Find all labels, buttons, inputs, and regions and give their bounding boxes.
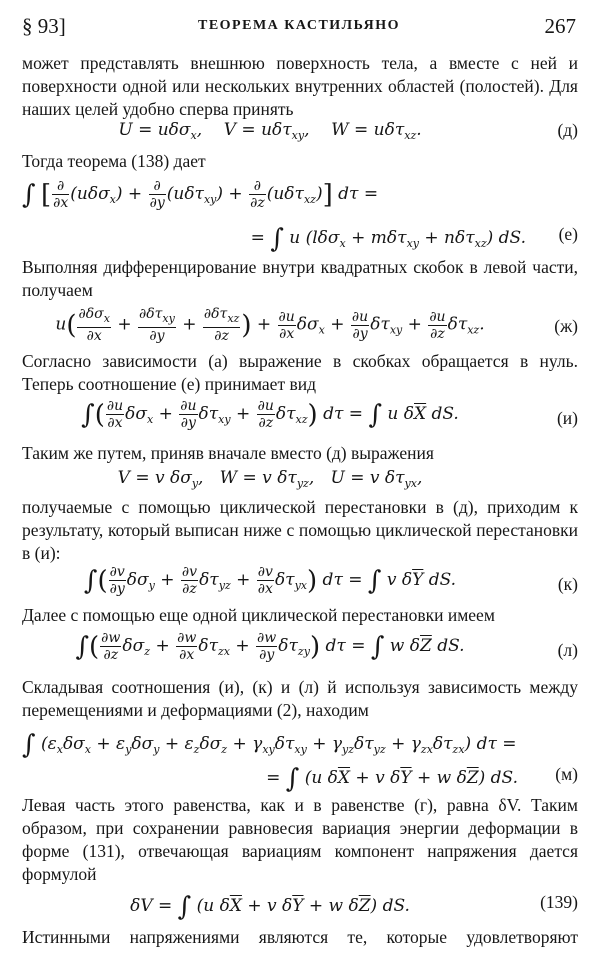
equation-e-left: ∫ [ $\frac{\partial}{\partial x}$ (uδσ$_x$) + $\frac{\partial}{\partial y}$ (uδτ$_{xy}$) + $\frac{\partial}{\partial z}$ (uδτ$_{xz}$)] dτ =: [22, 178, 379, 211]
equation-139-body: δV = ∫ (u $\delta\overline{X} + v$ $\delta\overline{Y} + w$ $\delta\overline{Z}$) dS.: [130, 892, 410, 922]
paragraph-1: может представлять внешнюю поверхность тела, а вместе с ней и поверхности одной или нескольких внутренних областей (полостей). Для наших целей удобно сперва принять: [22, 53, 578, 119]
equation-label-zh: (ж): [554, 316, 578, 336]
equation-label-l: (л): [557, 640, 578, 660]
equation-d-body: U = uδσ$_x$, V = uδτ$_{xy}$, W = uδτ$_{xz}$.: [118, 120, 422, 142]
equation-l-body: ∫( $\frac{\partial w}{\partial z}$ $\delta\sigma_z$ + $\frac{\partial w}{\partial x}$ $\delta\tau_{zx}$ + $\frac{\partial w}{\partial y}$ $\delta\tau_{zy}$) dτ = ∫ w $\delta\overline{Z}$ dS.: [75, 630, 465, 663]
equation-139: [22, 886, 578, 922]
page-header: [22, 14, 576, 44]
paragraph-5: Таким же путем, приняв вначале вместо (д) выражения: [22, 443, 434, 463]
paragraph-7: Далее с помощью еще одной циклической перестановки имеем: [22, 605, 495, 625]
page-number: 267: [544, 14, 576, 38]
equation-label-m: (м): [555, 764, 578, 784]
paragraph-10: Истинными напряжениями являются те, которые удовлетворяют: [22, 927, 578, 947]
paragraph-3: Выполняя дифференцирование внутри квадратных скобок в левой части, получаем: [22, 257, 578, 300]
equation-alt-d-body: V = v $\delta\sigma_y$, W = v $\delta\tau_{yz}$, U = v $\delta\tau_{yx}$,: [117, 468, 423, 490]
equation-e-line-1: [22, 174, 578, 214]
equation-zh: [22, 304, 578, 348]
running-title: ТЕОРЕМА КАСТИЛЬЯНО: [197, 18, 400, 33]
paragraph-6: получаемые с помощью циклической перестановки в (д), приходим к результату, который выписан ниже с помощью циклической перестановки в (и):: [22, 497, 578, 563]
equation-k: [22, 562, 578, 606]
equation-l: [22, 628, 578, 672]
equation-label-d: (д): [557, 120, 578, 140]
equation-m-line-1: [22, 724, 578, 760]
equation-zh-body: u( $\frac{\partial\delta\sigma_x}{\partial x}$ + $\frac{\partial\delta\tau_{xy}}{\partial y}$ + $\frac{\partial\delta\tau_{xz}}{\partial z}$ ) + $\frac{\partial u}{\partial x}$ $\delta\sigma_x$ + $\frac{\partial u}{\partial y}$ $\delta\tau_{xy}$ + $\frac{\partial u}{\partial z}$ $\delta\tau_{xz}$.: [55, 306, 485, 344]
section-number: § 93]: [22, 14, 66, 38]
equation-m-left: ∫ $(\varepsilon_x\delta\sigma_x + \varepsilon_y\delta\sigma_y + \varepsilon_z\delta\sigma_z + \gamma_{xy}\delta\tau_{xy} + \gamma_{yz}\delta\tau_{yz} + \gamma_{zx}\delta\tau_{zx}) d\tau$ =: [22, 730, 517, 760]
equation-e-right: = ∫ u (lδσ$_x$ + mδτ$_{xy}$ + nδτ$_{xz}$) dS.: [250, 224, 526, 254]
equation-i-body: ∫( $\frac{\partial u}{\partial x}$ $\delta\sigma_x$ + $\frac{\partial u}{\partial y}$ $\delta\tau_{xy}$ + $\frac{\partial u}{\partial z}$ $\delta\tau_{xz}$) dτ = ∫ u $\delta\overline{X}$ dS.: [81, 398, 459, 431]
paragraph-8: Складывая соотношения (и), (к) и (л) й используя зависимость между перемещениями и деформациями (2), находим: [22, 677, 578, 720]
equation-m-line-2: [22, 758, 578, 794]
equation-m-right: = ∫ (u $\delta\overline{X} + v$ $\delta\overline{Y} + w$ $\delta\overline{Z}$) dS.: [266, 764, 518, 794]
equation-e-line-2: [22, 218, 578, 254]
equation-label-139: (139): [540, 892, 578, 912]
paragraph-9: Левая часть этого равенства, как и в равенстве (г), равна δV. Таким образом, при сохранении равновесия вариация энергии деформации в форме (131), отвечающая вариациям компонент напряжения дается формулой: [22, 795, 578, 884]
equation-d: [22, 114, 578, 150]
equation-i: [22, 396, 578, 440]
equation-alt-d: [22, 462, 578, 498]
equation-label-i: (и): [556, 408, 578, 428]
equation-label-e: (е): [558, 224, 578, 244]
paragraph-2: Тогда теорема (138) дает: [22, 151, 206, 171]
paragraph-4: Согласно зависимости (а) выражение в скобках обращается в нуль. Теперь соотношение (е) принимает вид: [22, 351, 578, 394]
equation-k-body: ∫( $\frac{\partial v}{\partial y}$ $\delta\sigma_y$ + $\frac{\partial v}{\partial z}$ $\delta\tau_{yz}$ + $\frac{\partial v}{\partial x}$ $\delta\tau_{yx}$) dτ = ∫ v $\delta\overline{Y}$ dS.: [83, 564, 457, 597]
equation-label-k: (к): [557, 574, 578, 594]
